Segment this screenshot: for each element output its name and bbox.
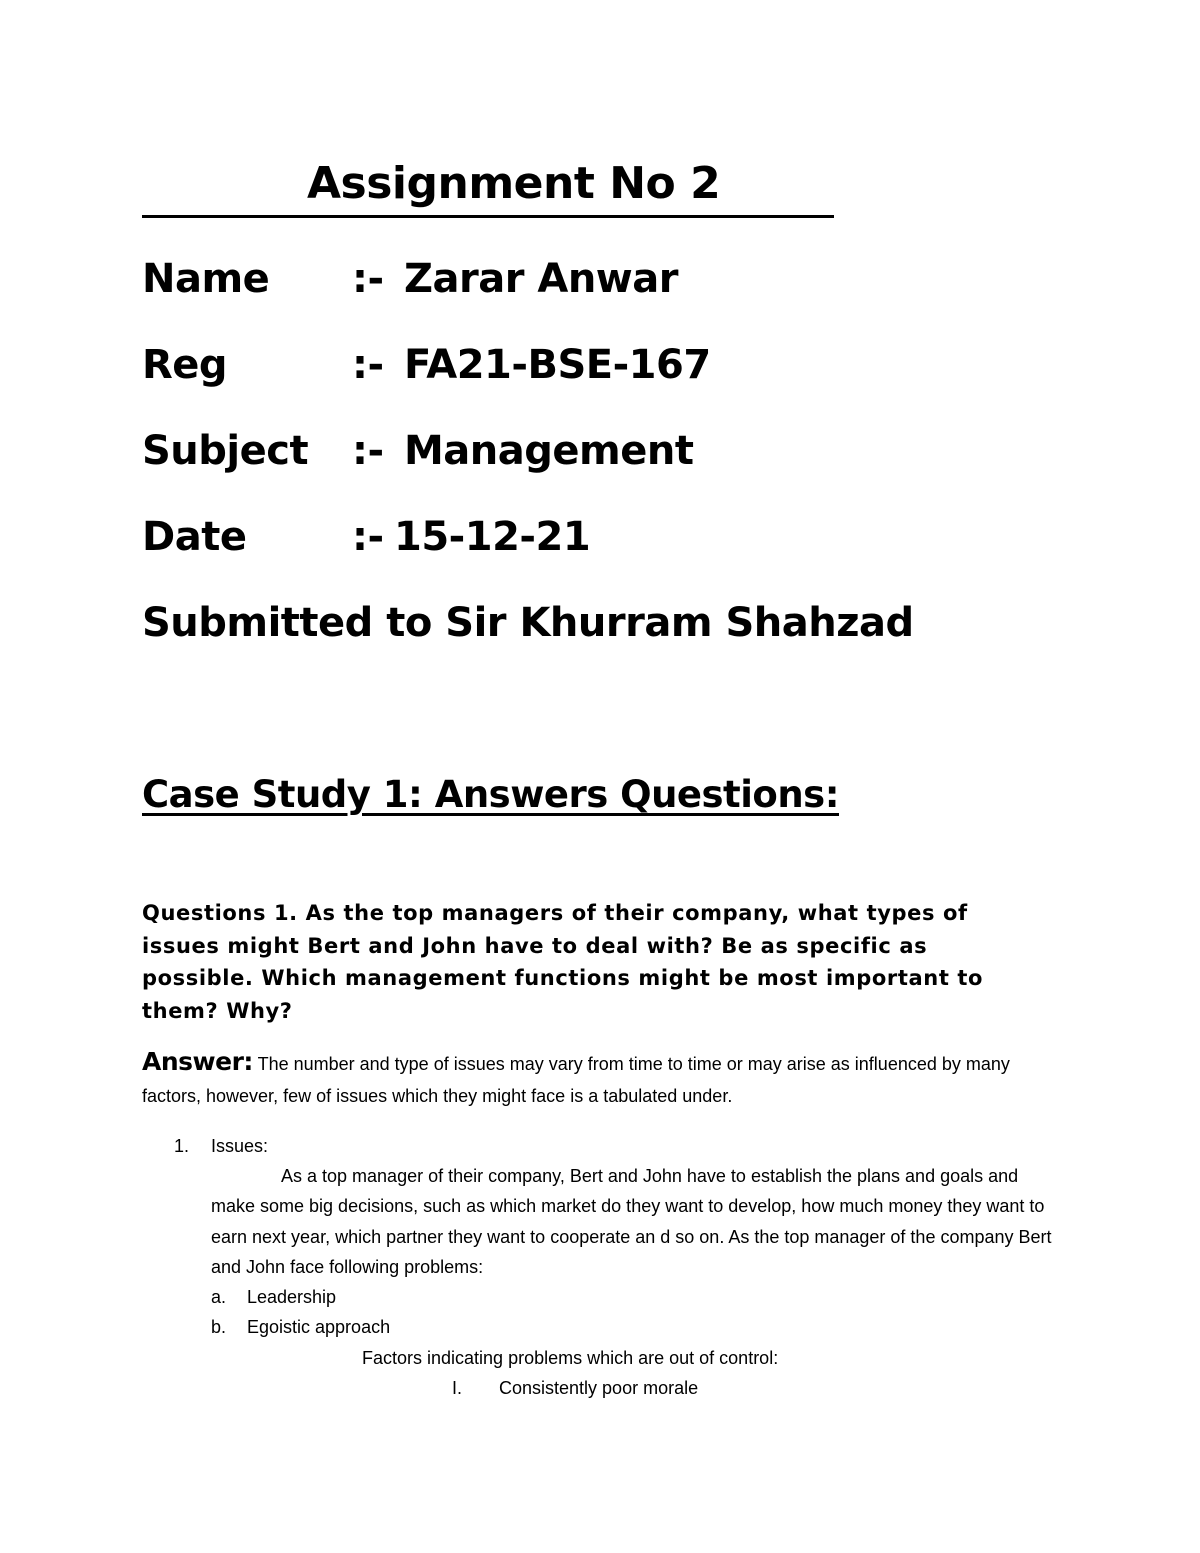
issues-paragraph: As a top manager of their company, Bert and John have to establish the plans and goals and make some big decisions, such as which market do they want to develop, how much money they want to earn next year, which partner they want to cooperate an d so on. As the top manager of the company Bert and John face following problems:	[211, 1166, 1052, 1277]
roman-item-text: Consistently poor morale	[499, 1378, 699, 1398]
info-label: Subject	[142, 428, 309, 474]
case-study-heading: Case Study 1: Answers Questions:	[142, 773, 839, 816]
answer-text: The number and type of issues may vary from time to time or may arise as influenced by many factors, however, few of issues which they might face is a tabulated under.	[142, 1054, 1010, 1106]
info-separator: :-	[352, 256, 384, 302]
info-value: FA21-BSE-167	[404, 342, 711, 388]
answer-paragraph	[142, 1046, 1052, 1112]
title-underline	[142, 155, 834, 218]
info-value: Management	[404, 428, 694, 474]
info-label: Reg	[142, 342, 228, 388]
question-text: Questions 1. As the top managers of their company, what types of issues might Bert and John have to deal with? Be as specific as possible. Which management functions might be most important to them? Why?	[142, 901, 984, 1023]
list-marker: 1.	[174, 1136, 190, 1156]
factors-heading: Factors indicating problems which are out of control:	[362, 1348, 779, 1368]
info-separator: :-	[352, 342, 384, 388]
info-separator: :-	[352, 428, 384, 474]
roman-marker: I.	[452, 1378, 463, 1398]
answer-label: Answer:	[142, 1047, 253, 1076]
sub-item-text: Leadership	[247, 1287, 337, 1307]
list-item-label: Issues:	[211, 1136, 269, 1156]
sub-item-marker: b.	[211, 1317, 227, 1337]
info-label: Date	[142, 514, 247, 560]
info-label: Name	[142, 256, 270, 302]
sub-item-text: Egoistic approach	[247, 1317, 391, 1337]
document-title: Assignment No 2	[307, 158, 721, 209]
info-value: 15-12-21	[394, 514, 591, 560]
info-value: Zarar Anwar	[404, 256, 678, 302]
info-separator: :-	[352, 514, 384, 560]
sub-item-marker: a.	[211, 1287, 227, 1307]
submitted-to: Submitted to Sir Khurram Shahzad	[142, 600, 914, 646]
